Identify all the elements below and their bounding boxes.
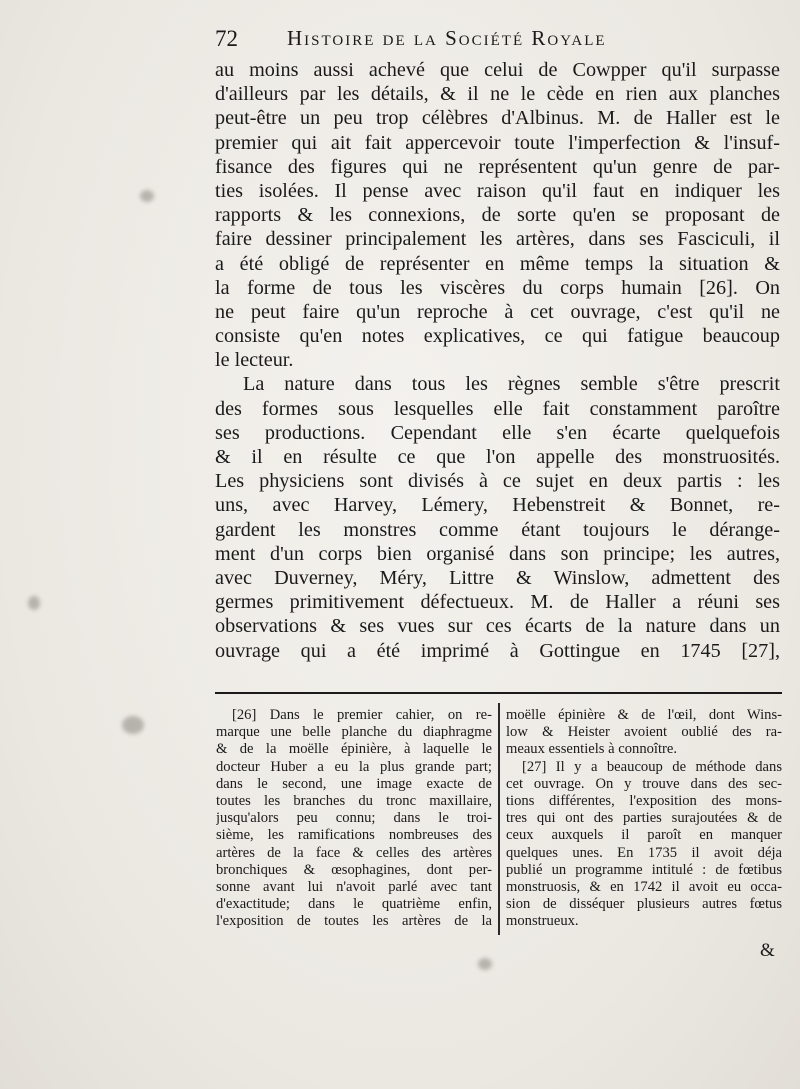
footnote-line: meaux essentiels à connoître. [506,741,678,758]
text-line: peut-être un peu trop célèbres d'Albinus. M. de Haller est le [215,107,780,130]
footnote-line: quelques unes. En 1735 il avoit déja [506,844,782,861]
column-divider [498,703,500,935]
footnote-line: toutes les branches du tronc maxillaire, [216,792,492,809]
text-line: des formes sous lesquelles elle fait constamment paroître [215,397,780,420]
text-line: ment d'un corps bien organisé dans son principe; les autres, [215,542,780,565]
footnote-line: l'exposition de toutes les artères de la [216,913,492,930]
footnote-line: [26] Dans le premier cahier, on re- [232,707,492,723]
ink-speck [140,190,154,202]
running-header [215,24,785,56]
footnote-line: bronchiques & œsophagines, dont per- [216,861,492,878]
footnote-line: dans le second, une image exacte de [216,775,492,792]
ink-speck [28,596,40,610]
text-line: & il en résulte ce que l'on appelle des monstruosités. [215,446,780,468]
footnote-line: d'exactitude; dans le quatrième enfin, [216,896,492,913]
footnote-line: tres qui ont des parties surajoutées & de [506,810,782,827]
footnote-line: jusqu'alors peu connu; dans le troi- [216,810,492,827]
text-line: a été obligé de représenter en même temps la situation & [215,252,780,275]
footnote-line: sonne avant lui n'avoit parlé avec tant [216,878,492,895]
text-line: observations & ses vues sur ces écarts de la nature dans un [215,615,780,638]
text-line: germes primitivement défectueux. M. de Haller a réuni ses [215,591,780,614]
footnote-line: docteur Huber a eu la plus grande part; [216,758,492,775]
text-line: faire dessiner principalement les artères, dans ses Fasciculi, il [215,228,780,251]
text-line: ties isolées. Il pense avec raison qu'il faut en indiquer les [215,179,780,202]
text-line: ouvrage qui a été imprimé à Gottingue en 1745 [27], [215,639,780,662]
footnote-line: sième, les ramifications nombreuses des [216,827,492,844]
text-line: gardent les monstres comme étant toujours le dérange- [215,518,780,541]
footnote-line: publié un programme intitulé : de fœtibus [506,861,782,878]
text-line: la forme de tous les viscères du corps humain [26]. On [215,276,780,299]
footnote-line: artères de la face & celles des artères [216,844,492,861]
running-title: Histoire de la Société Royale [287,26,607,50]
text-line: avec Duverney, Méry, Littre & Winslow, admettent des [215,566,780,589]
footnote-line: [27] Il y a beaucoup de méthode dans [522,758,782,775]
text-line: au moins aussi achevé que celui de Cowpper qu'il surpasse [215,59,780,81]
footnote-column-left [216,707,492,930]
text-line: ne peut faire qu'un reproche à cet ouvrage, c'est qu'il ne [215,300,780,323]
footnote-line: tions différentes, l'exposition des mons- [506,792,782,809]
page-number: 72 [215,26,238,51]
footnote-rule [215,692,782,694]
text-line: d'ailleurs par les détails, & il ne le cède en rien aux planches [215,83,780,106]
ink-speck [122,716,144,734]
footnote-line: & de la moëlle épinière, à laquelle le [216,741,492,758]
text-line: le lecteur. [215,349,294,372]
footnote-line: monstrueux. [506,913,579,930]
text-line: premier qui ait fait appercevoir toute l'imperfection & l'insuf- [215,131,780,154]
footnote-line: ceux auxquels il paroît en manquer [506,827,782,844]
footnote-line: moëlle épinière & de l'œil, dont Wins- [506,707,782,723]
main-text [215,58,780,663]
text-line: uns, avec Harvey, Lémery, Hebenstreit & Bonnet, re- [215,494,780,517]
catchword: & [760,940,775,961]
text-line: consiste qu'en notes explicatives, ce qui fatigue beaucoup [215,325,780,348]
text-line: Les physiciens sont divisés à ce sujet en deux partis : les [215,470,780,493]
text-line: fisance des figures qui ne représentent qu'un genre de par- [215,155,780,178]
text-line: rapports & les connexions, de sorte qu'en se proposant de [215,204,780,227]
footnote-line: marque une belle planche du diaphragme [216,724,492,741]
footnote-line: monstruosis, & en 1742 il avoit eu occa- [506,878,782,895]
footnote-line: low & Heister avoient oublié des ra- [506,724,782,741]
text-line: La nature dans tous les règnes semble s'être prescrit [243,373,780,396]
footnote-line: cet ouvrage. On y trouve dans des sec- [506,775,782,792]
footnote-line: sion de disséquer plusieurs autres fœtus [506,896,782,913]
text-line: ses productions. Cependant elle s'en écarte quelquefois [215,421,780,444]
ink-speck [478,958,492,970]
footnote-column-right [506,707,782,930]
